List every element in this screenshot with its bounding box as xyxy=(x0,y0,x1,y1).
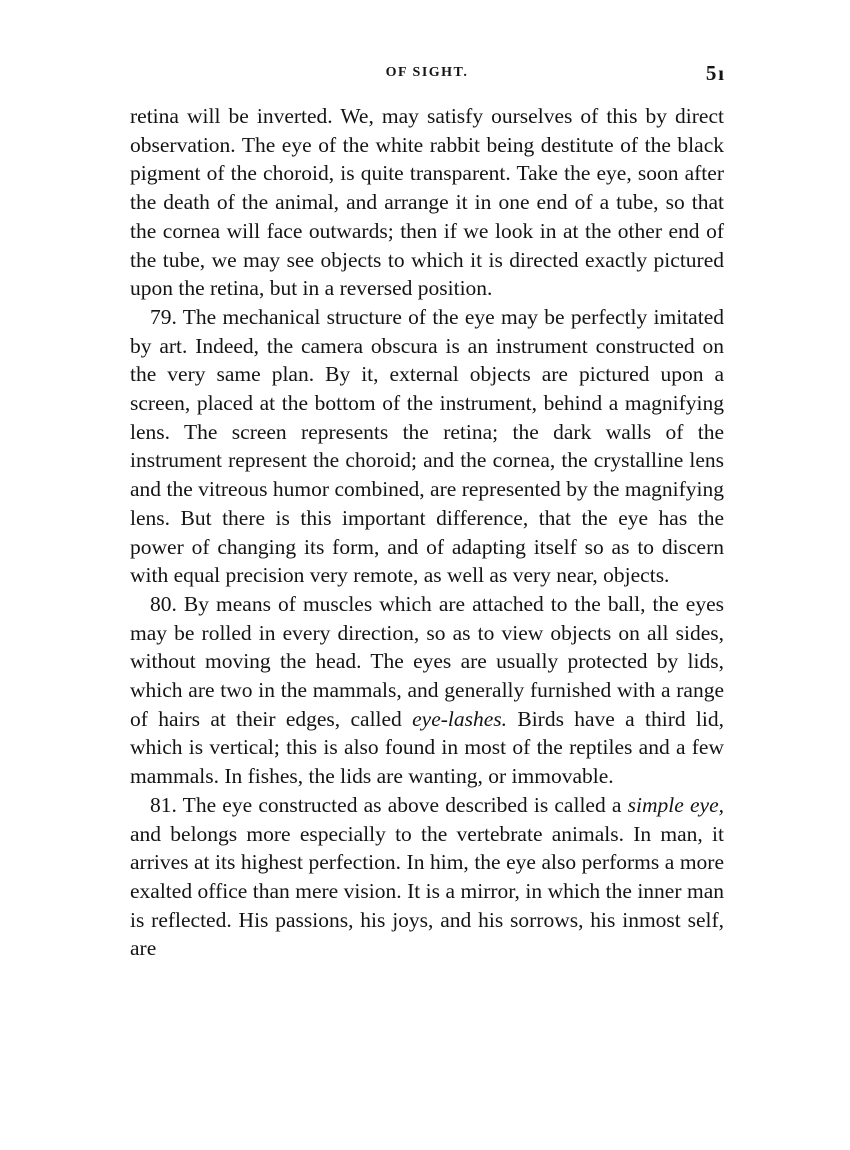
paragraph-number: 81. xyxy=(150,792,177,817)
body-text xyxy=(130,102,724,963)
text-segment: Birds have a third lid, which is vertical; this is also found in most of the reptiles and a few mammals. In fishes, the lids are wanting, or immovable. xyxy=(130,706,724,789)
paragraph-number: 79. xyxy=(150,304,177,329)
text-segment: The mechanical structure of the eye may be perfectly imitated by art. Indeed, the camera obscura is an instrument constructed on the very same plan. By it, external objects are pictured upon a screen, placed at the bottom of the instrument, behind a magnifying lens. The screen represents the retina; the dark walls of the instrument represent the choroid; and the cornea, the crystalline lens and the vitreous humor combined, are represented by the magnifying lens. But there is this important difference, that the eye has the power of changing its form, and of adapting itself so as to discern with equal precision very remote, as well as very near, objects. xyxy=(130,304,724,588)
italic-term-simple-eye: simple eye, xyxy=(627,792,724,817)
italic-term-eye-lashes: eye-lashes. xyxy=(412,706,508,731)
paragraph-79 xyxy=(130,303,724,590)
text-segment: By means of muscles which are attached to the ball, the eyes may be rolled in every direction, so as to view objects on all sides, without moving the head. The eyes are usually protected by lids, which are two in the mammals, and generally furnished with a range of hairs at their edges, called xyxy=(130,591,724,731)
running-head xyxy=(130,58,724,88)
paragraph-80 xyxy=(130,590,724,791)
book-page xyxy=(130,58,724,963)
text-segment: and belongs more especially to the vertebrate animals. In man, it arrives at its highest perfection. In him, the eye also performs a more exalted office than mere vision. It is a mirror, in which the inner man is reflected. His passions, his joys, and his sorrows, his inmost self, are xyxy=(130,821,724,961)
running-title: OF SIGHT. xyxy=(385,65,469,80)
paragraph-continuation xyxy=(130,102,724,303)
paragraph-number: 80. xyxy=(150,591,177,616)
paragraph-81 xyxy=(130,791,724,963)
text-segment: retina will be inverted. We, may satisfy ourselves of this by direct observation. The eye of the white rabbit being destitute of the black pigment of the choroid, is quite transparent. Take the eye, soon after the death of the animal, and arrange it in one end of a tube, so that the cornea will face outwards; then if we look in at the other end of the tube, we may see objects to which it is directed exactly pictured upon the retina, but in a reversed position. xyxy=(130,104,724,301)
page-number: 5 ı xyxy=(705,61,724,85)
text-segment: The eye constructed as above described is called a xyxy=(176,792,628,817)
